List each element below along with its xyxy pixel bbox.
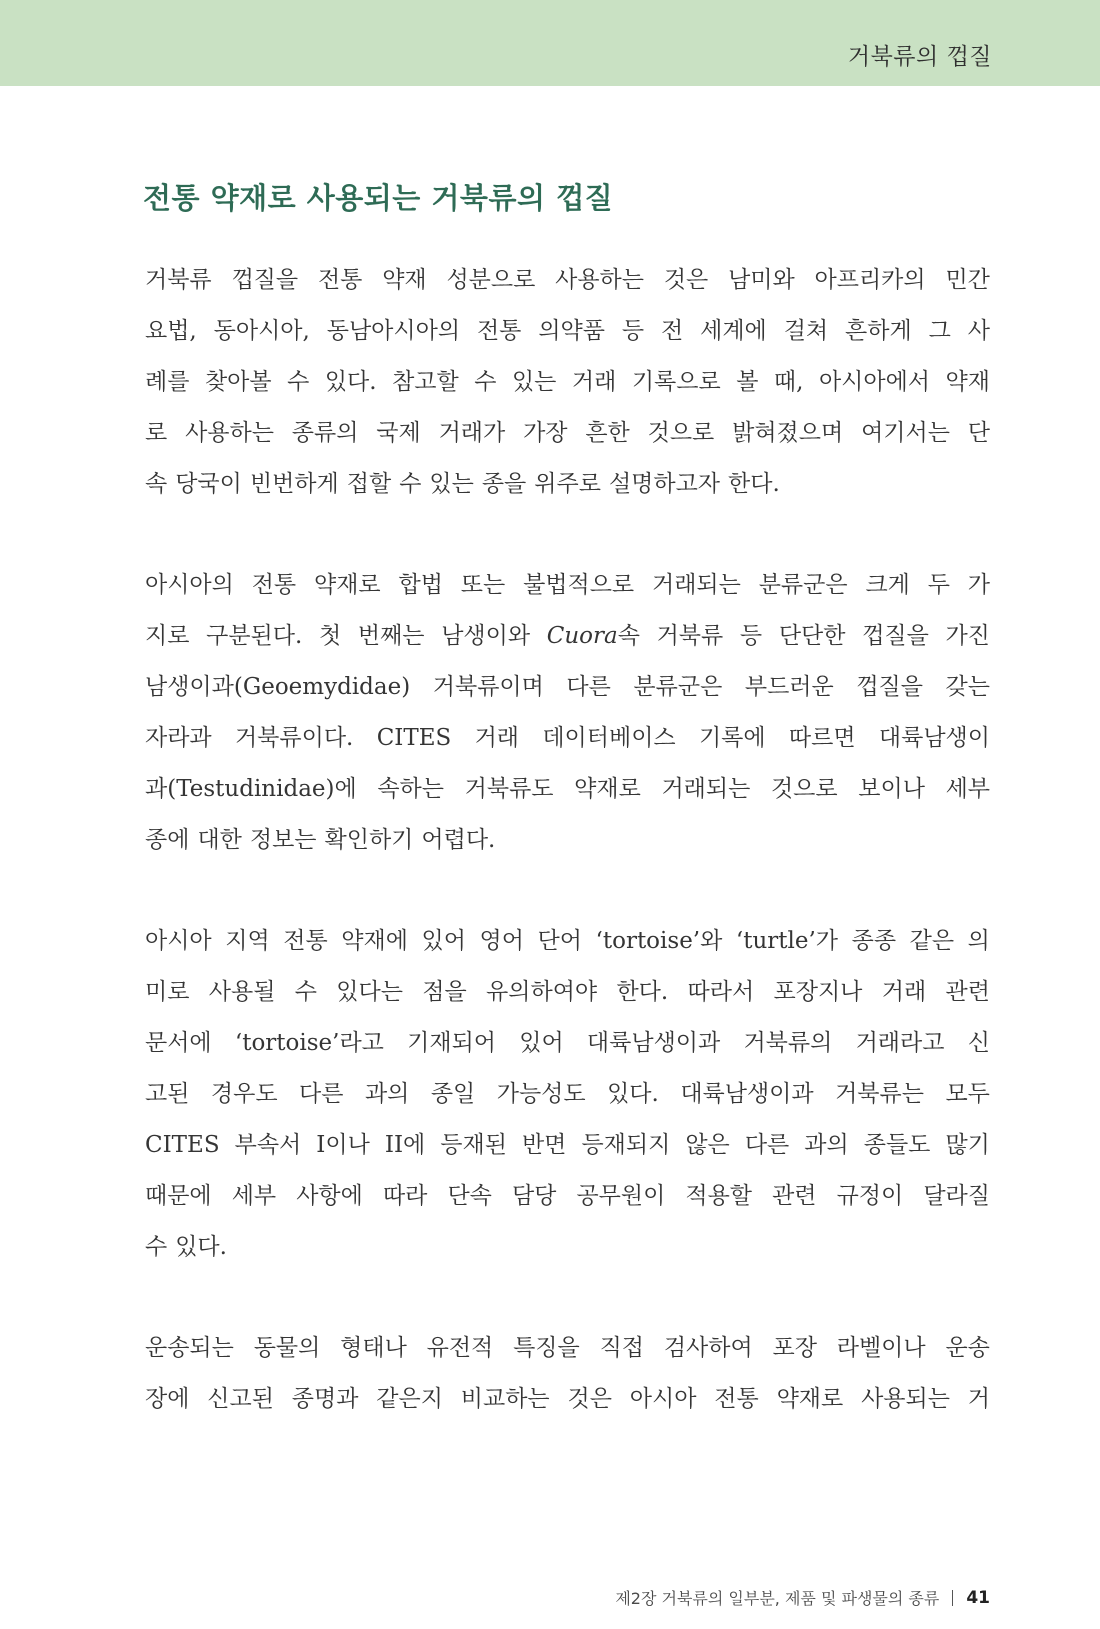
text-line: 운송되는 동물의 형태나 유전적 특징을 직접 검사하여 포장 라벨이나 운송: [145, 1335, 990, 1361]
body-text: [145, 255, 990, 1475]
text-line: 례를 찾아볼 수 있다. 참고할 수 있는 거래 기록으로 볼 때, 아시아에서 약재: [145, 369, 990, 395]
text-line: 지로 구분된다. 첫 번째는 남생이와 Cuora속 거북류 등 단단한 껍질을 가진: [145, 623, 990, 649]
text-line: 미로 사용될 수 있다는 점을 유의하여야 한다. 따라서 포장지나 거래 관련: [145, 979, 990, 1005]
text-line: 과(Testudinidae)에 속하는 거북류도 약재로 거래되는 것으로 보이나 세부: [145, 776, 990, 802]
text-line: 수 있다.: [145, 1234, 227, 1260]
page-number: 41: [966, 1587, 990, 1608]
text-line: CITES 부속서 I이나 II에 등재된 반면 등재되지 않은 다른 과의 종들도 많기: [145, 1132, 990, 1158]
text-line: 거북류 껍질을 전통 약재 성분으로 사용하는 것은 남미와 아프리카의 민간: [145, 267, 990, 293]
text-line: 자라과 거북류이다. CITES 거래 데이터베이스 기록에 따르면 대륙남생이: [145, 725, 990, 751]
section-heading: 전통 약재로 사용되는 거북류의 껍질: [143, 181, 614, 215]
text-line: 고된 경우도 다른 과의 종일 가능성도 있다. 대륙남생이과 거북류는 모두: [145, 1081, 990, 1107]
text-line: 때문에 세부 사항에 따라 단속 담당 공무원이 적용할 관련 규정이 달라질: [145, 1183, 990, 1209]
paragraph: [145, 255, 990, 510]
text-line: 아시아 지역 전통 약재에 있어 영어 단어 ‘tortoise’와 ‘turtle’가 종종 같은 의: [145, 928, 990, 954]
text-line: 남생이과(Geoemydidae) 거북류이며 다른 분류군은 부드러운 껍질을 갖는: [145, 674, 990, 700]
text-line: 문서에 ‘tortoise’라고 기재되어 있어 대륙남생이과 거북류의 거래라고 신: [145, 1030, 990, 1056]
paragraph: [145, 1323, 990, 1425]
footer-separator: [952, 1590, 953, 1606]
text-line: 속 당국이 빈번하게 접할 수 있는 종을 위주로 설명하고자 한다.: [145, 471, 780, 497]
paragraph: [145, 916, 990, 1273]
text-line: 요법, 동아시아, 동남아시아의 전통 의약품 등 전 세계에 걸쳐 흔하게 그 사: [145, 318, 990, 344]
paragraph: [145, 560, 990, 866]
running-header-title: 거북류의 껍질: [847, 44, 992, 70]
text-line: 로 사용하는 종류의 국제 거래가 가장 흔한 것으로 밝혀졌으며 여기서는 단: [145, 420, 990, 446]
text-line: 장에 신고된 종명과 같은지 비교하는 것은 아시아 전통 약재로 사용되는 거: [145, 1386, 990, 1412]
text-line: 종에 대한 정보는 확인하기 어렵다.: [145, 827, 496, 853]
page-footer: [615, 1586, 990, 1609]
footer-chapter-title: 제2장 거북류의 일부분, 제품 및 파생물의 종류: [615, 1589, 940, 1608]
header-band: [0, 0, 1100, 86]
text-line: 아시아의 전통 약재로 합법 또는 불법적으로 거래되는 분류군은 크게 두 가: [145, 572, 990, 598]
